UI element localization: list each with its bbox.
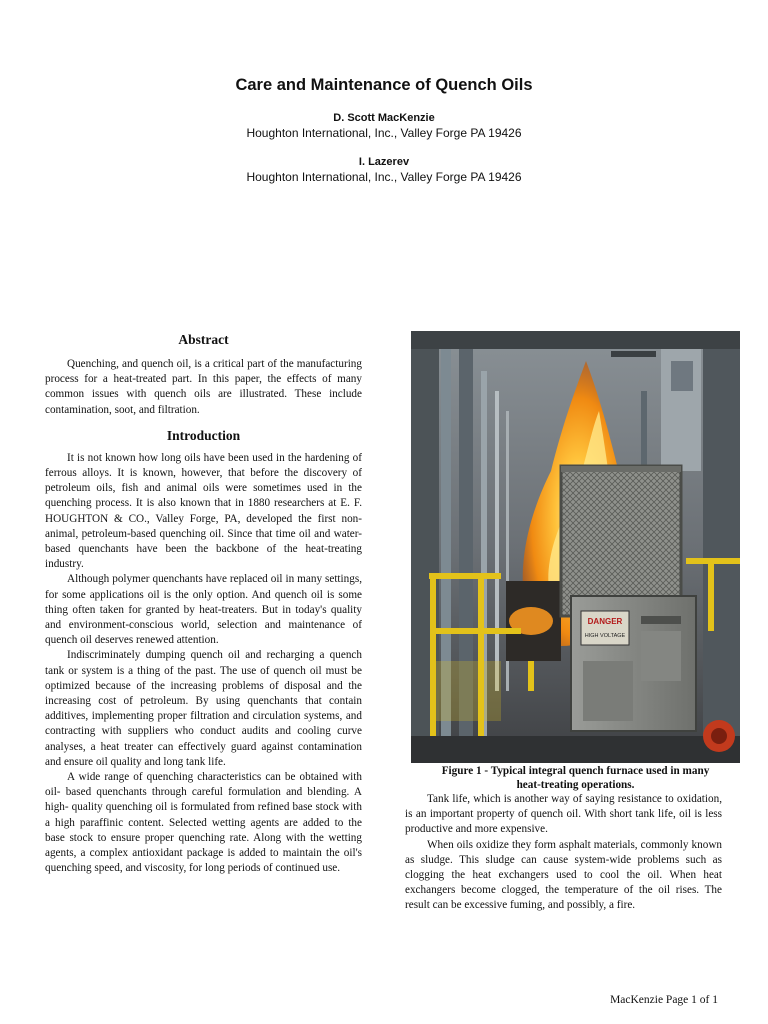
figure-caption-line: heat-treating operations. bbox=[516, 779, 635, 791]
introduction-heading: Introduction bbox=[166, 427, 241, 443]
author-affiliation: Houghton International, Inc., Valley Forge PA 19426 bbox=[246, 170, 522, 184]
author-affiliation: Houghton International, Inc., Valley Forge PA 19426 bbox=[246, 126, 522, 140]
body-paragraph: Although polymer quenchants have replaced oil in many settings, for some applications oil is the only option. And quench oil is some thing often taken for granted by heat-treaters. But in today's quality and environment-conscious world, selection and maintenance of quench oil deserves renewed attention. bbox=[45, 573, 362, 647]
abstract-text: Quenching, and quench oil, is a critical part of the manufacturing process for a heat-treated part. In this paper, the effects of many common issues with quench oils are illustrated. These include contamination, soot, and filtration. bbox=[45, 358, 362, 416]
page-footer: MacKenzie Page 1 of 1 bbox=[610, 994, 718, 1006]
right-column bbox=[405, 792, 722, 914]
body-paragraph: A wide range of quenching characteristics can be obtained with oil- based quenchants through careful formulation and blending. A high- quality quenching oil is formulated from refined base stock with a high paraffinic content. Selected wetting agents are added to the base stock to ensure proper quenching rate. Along with the wetting agents, a complex antioxidant package is added to maintain the oil's quenching speed, and viscosity, for long periods of continued use. bbox=[45, 771, 362, 875]
figure-caption-line: Figure 1 - Typical integral quench furnace used in many bbox=[441, 765, 710, 777]
figure-photo bbox=[411, 331, 740, 763]
body-paragraph: Indiscriminately dumping quench oil and recharging a quench tank or system is a thing of the past. The use of quench oil must be optimized because of the increasing problems of disposal and the increasing cost of petroleum. By using quenchants that contain additives, implementing proper filtration and circulation systems, and contracting with suppliers who conduct audits and cooling curve analyses, a heat treater can effectively guard against contamination and ensure oil quality and long tank life. bbox=[45, 649, 362, 768]
abstract-heading: Abstract bbox=[178, 332, 229, 347]
body-paragraph: It is not known how long oils have been used in the hardening of ferrous alloys. It is known, however, that before the discovery of petroleum oils, fish and animal oils were sometimes used in the quenching process. It is also known that in 1880 researchers at E. F. HOUGHTON & CO., Valley Forge, PA, developed the first non-animal, petroleum-based quenching oil. Since that time oil and water-based quenchants have been the backbone of the heat-treating industry. bbox=[45, 451, 362, 571]
author-name: I. Lazerev bbox=[358, 156, 410, 168]
figure-caption bbox=[403, 764, 748, 792]
body-paragraph: Tank life, which is another way of saying resistance to oxidation, is an important property of quench oil. With short tank life, oil is less productive and more expensive. bbox=[405, 793, 722, 836]
danger-sign-subtext: HIGH VOLTAGE bbox=[584, 633, 626, 639]
left-column bbox=[45, 331, 362, 877]
body-paragraph: When oils oxidize they form asphalt materials, commonly known as sludge. This sludge can cause system-wide problems such as clogging the heat exchangers used to cool the oil. When heat exchangers become clogged, the temperature of the oil rises. The result can be excessive fuming, and possibly, a fire. bbox=[405, 838, 722, 912]
author-name: D. Scott MacKenzie bbox=[333, 112, 435, 124]
danger-sign-text: DANGER bbox=[587, 617, 623, 626]
paper-title: Care and Maintenance of Quench Oils bbox=[235, 76, 533, 94]
